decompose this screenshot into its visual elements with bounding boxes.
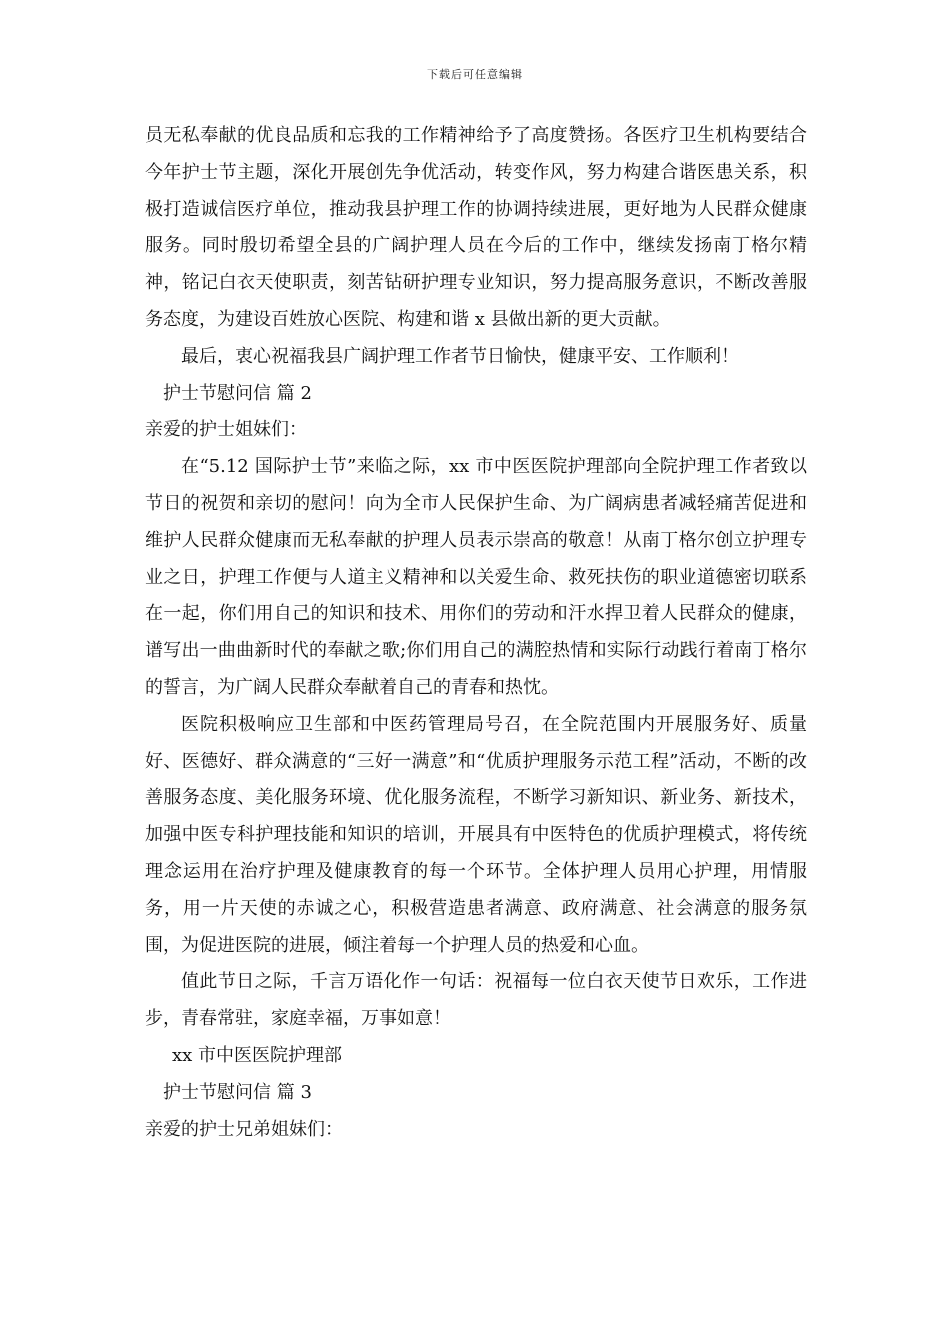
paragraph-continued: 员无私奉献的优良品质和忘我的工作精神给予了高度赞扬。各医疗卫生机构要结合今年护士节主题，深化开展创先争优活动，转变作风，努力构建合谐医患关系，积极打造诚信医疗单位，推动我县护理工作的协调持续进展，更好地为人民群众健康服务。同时殷切希望全县的广阔护理人员在今后的工作中，继续发扬南丁格尔精神，铭记白衣天使职责，刻苦钻研护理专业知识，努力提高服务意识，不断改善服务态度，为建设百姓放心医院、构建和谐 x 县做出新的更大贡献。	[145, 125, 807, 330]
paragraph-closing-wishes: 最后，衷心祝福我县广阔护理工作者节日愉快，健康平安、工作顺利！	[181, 345, 739, 367]
section-heading-2: 护士节慰问信 篇 2	[163, 382, 312, 404]
page-header: 下载后可任意编辑	[427, 68, 523, 81]
document-body	[145, 118, 807, 1148]
paragraph-2-3: 值此节日之际，千言万语化作一句话：祝福每一位白衣天使节日欢乐，工作进步，青春常驻，家庭幸福，万事如意！	[145, 971, 807, 1030]
salutation-3: 亲爱的护士兄弟姐妹们：	[145, 1118, 343, 1140]
signature-2: xx 市中医医院护理部	[172, 1044, 343, 1066]
paragraph-2-2: 医院积极响应卫生部和中医药管理局号召，在全院范围内开展服务好、质量好、医德好、群众满意的“三好一满意”和“优质护理服务示范工程”活动，不断的改善服务态度、美化服务环境、优化服务流程，不断学习新知识、新业务、新技术，加强中医专科护理技能和知识的培训，开展具有中医特色的优质护理模式，将传统理念运用在治疗护理及健康教育的每一个环节。全体护理人员用心护理，用情服务，用一片天使的赤诚之心，积极营造患者满意、政府满意、社会满意的服务氛围，为促进医院的进展，倾注着每一个护理人员的热爱和心血。	[145, 713, 807, 956]
section-heading-3: 护士节慰问信 篇 3	[163, 1081, 312, 1103]
salutation-2: 亲爱的护士姐妹们：	[145, 419, 307, 441]
paragraph-2-1: 在“5.12 国际护士节”来临之际，xx 市中医医院护理部向全院护理工作者致以节日的祝贺和亲切的慰问！向为全市人民保护生命、为广阔病患者减轻痛苦促进和维护人民群众健康而无私奉献的护理人员表示崇高的敬意！从南丁格尔创立护理专业之日，护理工作便与人道主义精神和以关爱生命、救死扶伤的职业道德密切联系在一起，你们用自己的知识和技术、用你们的劳动和汗水捍卫着人民群众的健康，谱写出一曲曲新时代的奉献之歌;你们用自己的满腔热情和实际行动践行着南丁格尔的誓言，为广阔人民群众奉献着自己的青春和热忱。	[145, 456, 807, 698]
